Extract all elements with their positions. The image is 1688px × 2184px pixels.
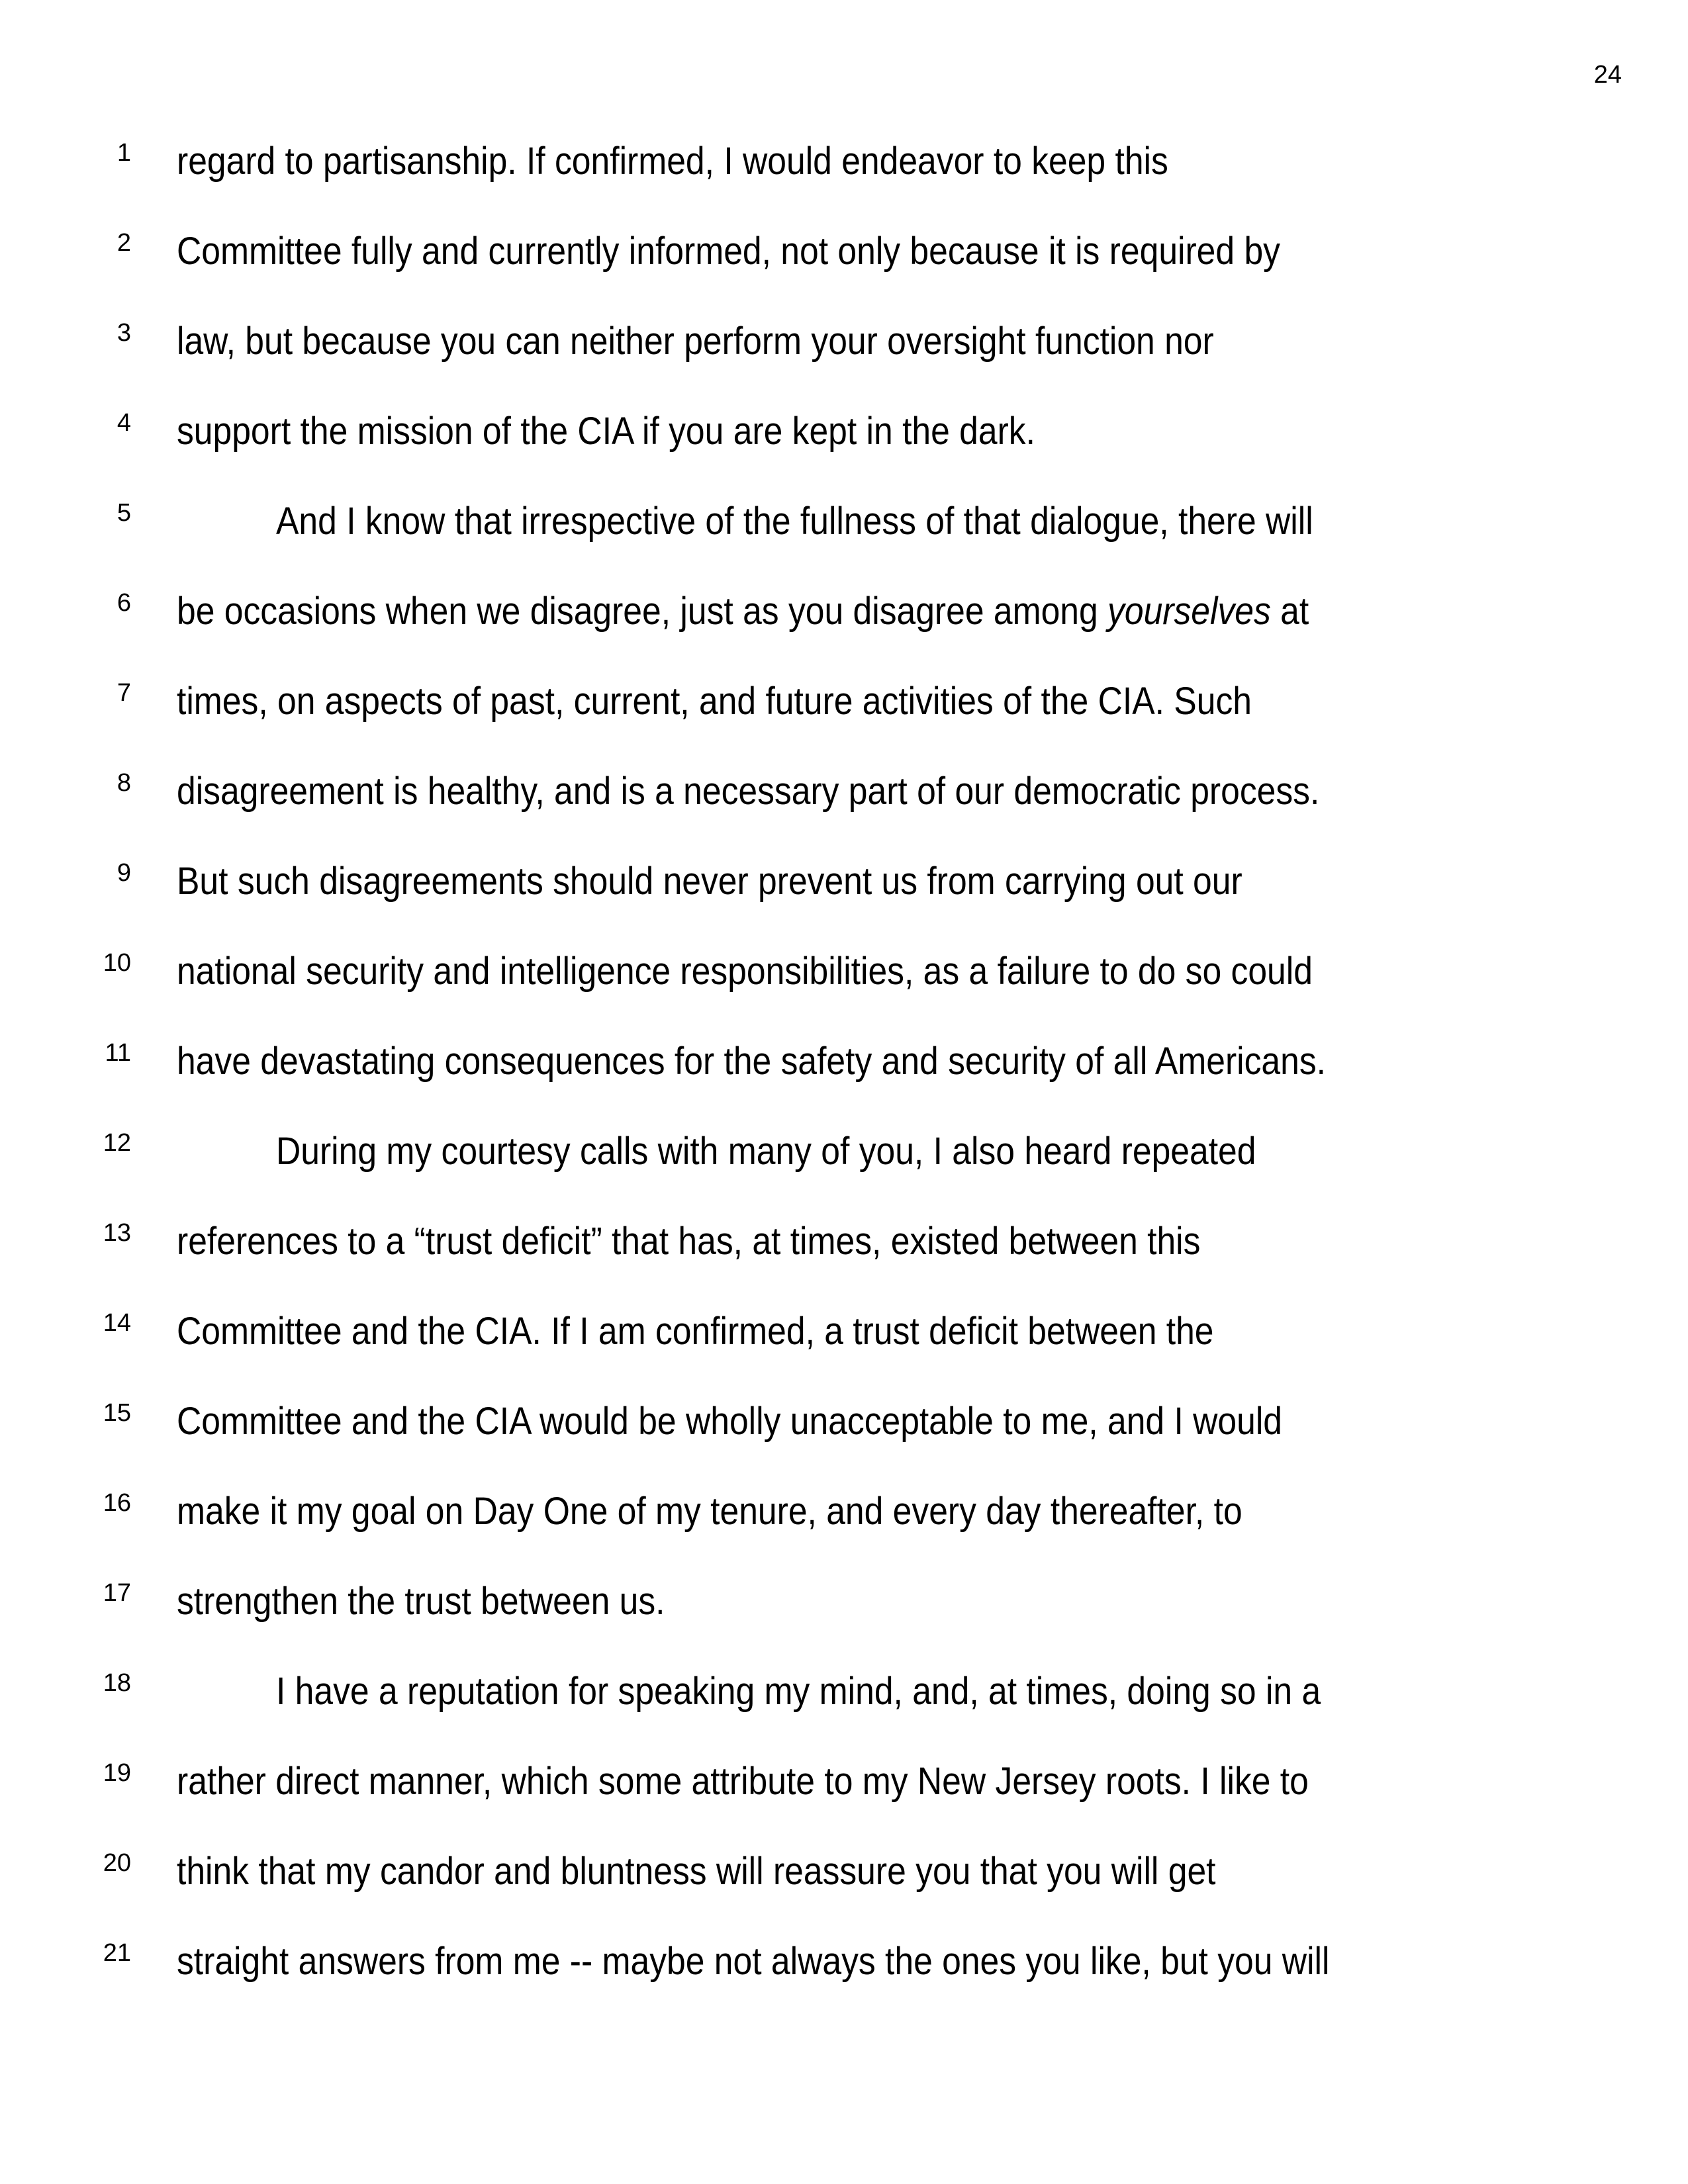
- transcript-line: [0, 409, 1688, 499]
- line-number: 19: [103, 1759, 131, 1787]
- line-text: Committee and the CIA. If I am confirmed, a trust deficit between the: [177, 1310, 1214, 1353]
- transcript-line: [0, 1399, 1688, 1489]
- italic-emphasis: yourselves: [1107, 590, 1271, 633]
- line-number: 2: [117, 229, 131, 257]
- transcript-line: [0, 1759, 1688, 1849]
- line-number: 5: [117, 499, 131, 527]
- line-text: And I know that irrespective of the fullness of that dialogue, there will: [276, 500, 1313, 543]
- line-number: 6: [117, 589, 131, 617]
- transcript-body: [0, 139, 1688, 2029]
- line-text: Committee fully and currently informed, not only because it is required by: [177, 230, 1280, 273]
- line-text: make it my goal on Day One of my tenure, and every day thereafter, to: [177, 1490, 1243, 1533]
- line-number: 21: [103, 1939, 131, 1967]
- transcript-line: [0, 1039, 1688, 1129]
- transcript-line: [0, 1219, 1688, 1309]
- transcript-line: [0, 499, 1688, 589]
- line-text-part: at: [1270, 590, 1309, 633]
- line-text: times, on aspects of past, current, and future activities of the CIA. Such: [177, 680, 1252, 723]
- line-number: 8: [117, 769, 131, 797]
- transcript-line: [0, 1849, 1688, 1939]
- line-text: straight answers from me -- maybe not always the ones you like, but you will: [177, 1940, 1330, 1983]
- transcript-line: [0, 1309, 1688, 1399]
- transcript-line: [0, 949, 1688, 1039]
- line-text: national security and intelligence responsibilities, as a failure to do so could: [177, 950, 1313, 993]
- line-text: Committee and the CIA would be wholly unacceptable to me, and I would: [177, 1400, 1283, 1443]
- line-text-part: be occasions when we disagree, just as you disagree among: [177, 590, 1108, 633]
- transcript-line: [0, 1669, 1688, 1759]
- line-text: have devastating consequences for the safety and security of all Americans.: [177, 1040, 1327, 1083]
- transcript-line: [0, 1489, 1688, 1579]
- line-number: 18: [103, 1669, 131, 1697]
- line-number: 7: [117, 679, 131, 707]
- line-text: law, but because you can neither perform your oversight function nor: [177, 320, 1214, 363]
- line-number: 13: [103, 1219, 131, 1247]
- line-text: regard to partisanship. If confirmed, I would endeavor to keep this: [177, 140, 1168, 183]
- line-number: 15: [103, 1399, 131, 1427]
- transcript-line: [0, 139, 1688, 229]
- line-text: references to a “trust deficit” that has, at times, existed between this: [177, 1220, 1201, 1263]
- line-number: 11: [105, 1039, 131, 1067]
- line-text: disagreement is healthy, and is a necessary part of our democratic process.: [177, 770, 1320, 813]
- transcript-line: [0, 859, 1688, 949]
- line-number: 12: [103, 1129, 131, 1157]
- transcript-line: [0, 229, 1688, 319]
- transcript-line: [0, 679, 1688, 769]
- transcript-line: [0, 1129, 1688, 1219]
- transcript-line: [0, 1579, 1688, 1669]
- transcript-line: [0, 769, 1688, 859]
- line-number: 10: [103, 949, 131, 977]
- page-number: 24: [1593, 61, 1622, 89]
- line-number: 3: [117, 319, 131, 347]
- line-number: 17: [103, 1579, 131, 1607]
- line-number: 14: [103, 1309, 131, 1337]
- transcript-line: [0, 589, 1688, 679]
- transcript-line: [0, 319, 1688, 409]
- line-number: 16: [103, 1489, 131, 1517]
- line-text: [177, 589, 1309, 633]
- transcript-line: [0, 1939, 1688, 2029]
- line-text: support the mission of the CIA if you are kept in the dark.: [177, 410, 1035, 453]
- line-text: rather direct manner, which some attribute to my New Jersey roots. I like to: [177, 1760, 1309, 1803]
- line-text: think that my candor and bluntness will reassure you that you will get: [177, 1850, 1216, 1893]
- line-text: But such disagreements should never prevent us from carrying out our: [177, 860, 1243, 903]
- line-text: During my courtesy calls with many of you, I also heard repeated: [276, 1130, 1256, 1173]
- line-number: 20: [103, 1849, 131, 1877]
- line-text: strengthen the trust between us.: [177, 1580, 665, 1623]
- line-number: 4: [117, 409, 131, 437]
- line-number: 9: [117, 859, 131, 887]
- line-text: I have a reputation for speaking my mind, and, at times, doing so in a: [276, 1670, 1321, 1713]
- line-number: 1: [117, 139, 131, 167]
